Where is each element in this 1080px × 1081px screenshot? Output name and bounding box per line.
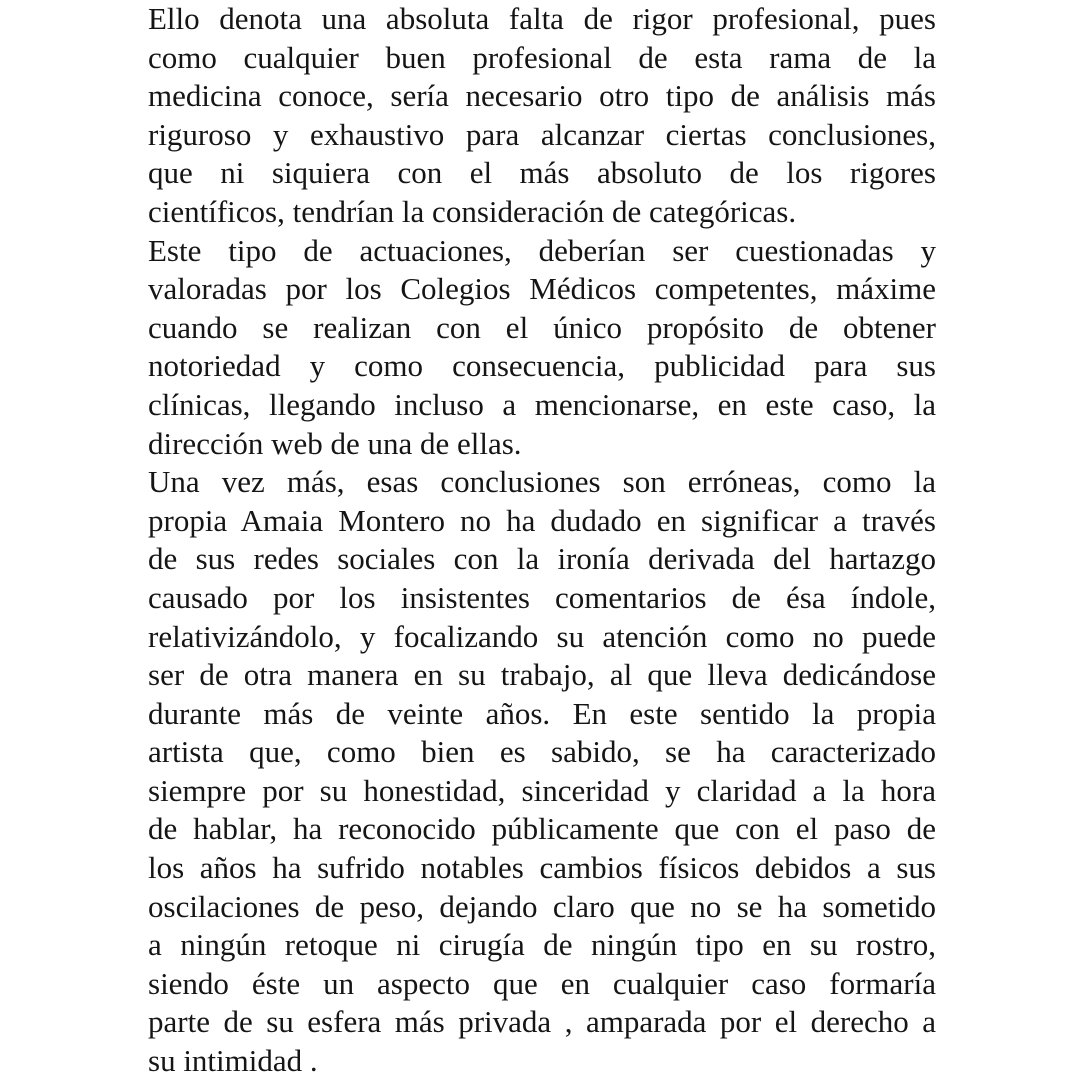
- text-line: causado por los insistentes comentarios de ésa índole,: [148, 579, 936, 615]
- text-line: medicina conoce, sería necesario otro tipo de análisis más: [148, 78, 936, 114]
- text-line: clínicas, llegando incluso a mencionarse, en este caso, la: [148, 386, 936, 422]
- paragraph-3: [148, 463, 936, 1081]
- text-line: artista que, como bien es sabido, se ha caracterizado: [148, 734, 936, 770]
- text-line: oscilaciones de peso, dejando claro que no se ha sometido: [148, 888, 936, 924]
- text-line: siempre por su honestidad, sinceridad y claridad a la hora: [148, 772, 936, 808]
- text-line: a ningún retoque ni cirugía de ningún tipo en su rostro,: [148, 927, 936, 963]
- paragraph-1: [148, 0, 936, 232]
- text-line: Ello denota una absoluta falta de rigor profesional, pues: [148, 1, 936, 36]
- text-line: valoradas por los Colegios Médicos competentes, máxime: [148, 271, 936, 307]
- text-line: su intimidad .: [148, 1043, 318, 1079]
- text-line: relativizándolo, y focalizando su atención como no puede: [148, 618, 936, 654]
- body-text: [148, 0, 936, 1081]
- paragraph-2: [148, 232, 936, 464]
- text-line: durante más de veinte años. En este sentido la propia: [148, 695, 936, 731]
- text-line: cuando se realizan con el único propósito de obtener: [148, 309, 936, 345]
- text-line: de sus redes sociales con la ironía derivada del hartazgo: [148, 541, 936, 577]
- text-line: científicos, tendrían la consideración de categóricas.: [148, 193, 797, 229]
- text-line: siendo éste un aspecto que en cualquier caso formaría: [148, 965, 936, 1001]
- text-line: que ni siquiera con el más absoluto de los rigores: [148, 155, 936, 191]
- text-line: como cualquier buen profesional de esta rama de la: [148, 39, 936, 75]
- text-line: Una vez más, esas conclusiones son erróneas, como la: [148, 464, 936, 500]
- text-line: dirección web de una de ellas.: [148, 425, 522, 461]
- text-line: notoriedad y como consecuencia, publicidad para sus: [148, 348, 936, 384]
- text-line: ser de otra manera en su trabajo, al que lleva dedicándose: [148, 657, 936, 693]
- text-line: parte de su esfera más privada , amparada por el derecho a: [148, 1004, 936, 1040]
- text-line: riguroso y exhaustivo para alcanzar ciertas conclusiones,: [148, 116, 936, 152]
- text-line: propia Amaia Montero no ha dudado en significar a través: [148, 502, 936, 538]
- text-line: Este tipo de actuaciones, deberían ser cuestionadas y: [148, 232, 936, 268]
- text-line: los años ha sufrido notables cambios físicos debidos a sus: [148, 850, 936, 886]
- text-line: de hablar, ha reconocido públicamente que con el paso de: [148, 811, 936, 847]
